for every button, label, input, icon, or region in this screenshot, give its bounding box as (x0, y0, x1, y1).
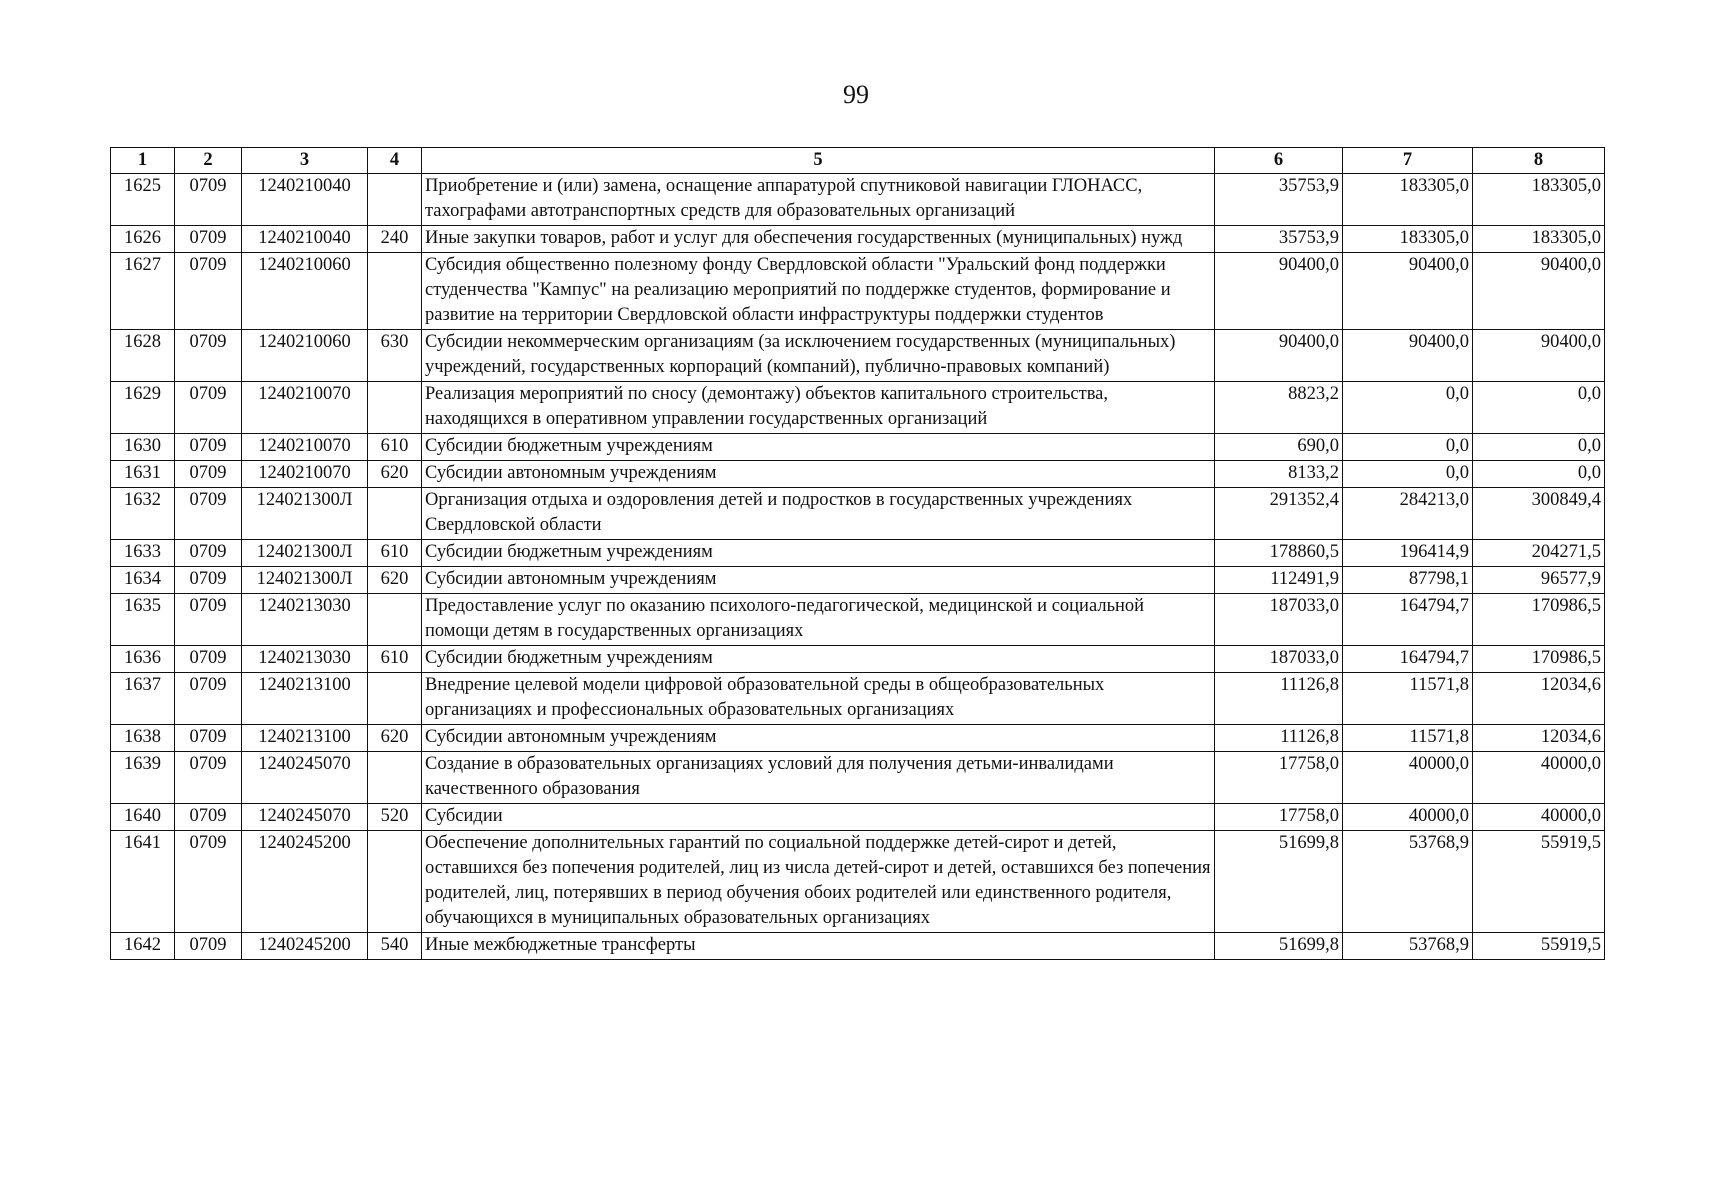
expense-type-cell (368, 253, 422, 330)
column-header: 2 (175, 148, 242, 174)
target-article-cell: 124021300Л (242, 567, 368, 594)
amount-col7-cell: 90400,0 (1343, 253, 1473, 330)
table-row (111, 174, 1605, 226)
row-number-cell: 1639 (111, 752, 175, 804)
target-article-cell: 1240210060 (242, 330, 368, 382)
expense-type-cell: 610 (368, 434, 422, 461)
amount-col8-cell: 90400,0 (1473, 330, 1605, 382)
table-row (111, 831, 1605, 933)
item-name-cell: Субсидии некоммерческим организациям (за исключением государственных (муниципальных) учреждений, государственных корпораций (компаний), публично-правовых компаний) (422, 330, 1215, 382)
section-code-cell: 0709 (175, 226, 242, 253)
amount-col6-cell: 17758,0 (1215, 804, 1343, 831)
expense-type-cell (368, 752, 422, 804)
amount-col6-cell: 90400,0 (1215, 330, 1343, 382)
row-number-cell: 1627 (111, 253, 175, 330)
section-code-cell: 0709 (175, 594, 242, 646)
amount-col7-cell: 0,0 (1343, 434, 1473, 461)
item-name-cell: Субсидия общественно полезному фонду Свердловской области "Уральский фонд поддержки студенчества "Кампус" на реализацию мероприятий по поддержке студентов, формирование и развитие на территории Свердловской области инфраструктуры поддержки студентов (422, 253, 1215, 330)
row-number-cell: 1634 (111, 567, 175, 594)
expense-type-cell (368, 488, 422, 540)
amount-col7-cell: 40000,0 (1343, 804, 1473, 831)
amount-col6-cell: 11126,8 (1215, 725, 1343, 752)
target-article-cell: 1240245200 (242, 831, 368, 933)
expense-type-cell: 610 (368, 646, 422, 673)
target-article-cell: 1240210070 (242, 382, 368, 434)
section-code-cell: 0709 (175, 725, 242, 752)
amount-col8-cell: 55919,5 (1473, 831, 1605, 933)
table-row (111, 226, 1605, 253)
amount-col8-cell: 0,0 (1473, 434, 1605, 461)
table-row (111, 540, 1605, 567)
section-code-cell: 0709 (175, 567, 242, 594)
row-number-cell: 1629 (111, 382, 175, 434)
column-header: 5 (422, 148, 1215, 174)
row-number-cell: 1626 (111, 226, 175, 253)
amount-col7-cell: 0,0 (1343, 382, 1473, 434)
amount-col6-cell: 187033,0 (1215, 646, 1343, 673)
row-number-cell: 1632 (111, 488, 175, 540)
amount-col6-cell: 35753,9 (1215, 226, 1343, 253)
expense-type-cell (368, 831, 422, 933)
amount-col8-cell: 0,0 (1473, 382, 1605, 434)
expense-type-cell: 620 (368, 461, 422, 488)
row-number-cell: 1642 (111, 933, 175, 960)
section-code-cell: 0709 (175, 488, 242, 540)
amount-col6-cell: 291352,4 (1215, 488, 1343, 540)
item-name-cell: Субсидии автономным учреждениям (422, 567, 1215, 594)
item-name-cell: Реализация мероприятий по сносу (демонтажу) объектов капитального строительства, находящихся в оперативном управлении государственных организаций (422, 382, 1215, 434)
amount-col6-cell: 8133,2 (1215, 461, 1343, 488)
table-row (111, 253, 1605, 330)
row-number-cell: 1628 (111, 330, 175, 382)
amount-col7-cell: 164794,7 (1343, 646, 1473, 673)
row-number-cell: 1638 (111, 725, 175, 752)
table-row (111, 488, 1605, 540)
row-number-cell: 1637 (111, 673, 175, 725)
target-article-cell: 1240213100 (242, 725, 368, 752)
amount-col7-cell: 183305,0 (1343, 226, 1473, 253)
row-number-cell: 1635 (111, 594, 175, 646)
amount-col8-cell: 183305,0 (1473, 174, 1605, 226)
column-header: 3 (242, 148, 368, 174)
section-code-cell: 0709 (175, 933, 242, 960)
amount-col7-cell: 11571,8 (1343, 725, 1473, 752)
amount-col8-cell: 96577,9 (1473, 567, 1605, 594)
table-row (111, 646, 1605, 673)
amount-col8-cell: 40000,0 (1473, 804, 1605, 831)
amount-col8-cell: 40000,0 (1473, 752, 1605, 804)
table-row (111, 330, 1605, 382)
section-code-cell: 0709 (175, 461, 242, 488)
amount-col8-cell: 300849,4 (1473, 488, 1605, 540)
amount-col8-cell: 12034,6 (1473, 673, 1605, 725)
item-name-cell: Приобретение и (или) замена, оснащение аппаратурой спутниковой навигации ГЛОНАСС, тахографами автотранспортных средств для образовательных организаций (422, 174, 1215, 226)
amount-col7-cell: 90400,0 (1343, 330, 1473, 382)
target-article-cell: 1240245070 (242, 804, 368, 831)
section-code-cell: 0709 (175, 673, 242, 725)
amount-col6-cell: 51699,8 (1215, 933, 1343, 960)
amount-col7-cell: 196414,9 (1343, 540, 1473, 567)
row-number-cell: 1625 (111, 174, 175, 226)
table-row (111, 567, 1605, 594)
amount-col6-cell: 90400,0 (1215, 253, 1343, 330)
amount-col8-cell: 12034,6 (1473, 725, 1605, 752)
item-name-cell: Предоставление услуг по оказанию психолого-педагогической, медицинской и социальной помощи детям в государственных организациях (422, 594, 1215, 646)
amount-col7-cell: 40000,0 (1343, 752, 1473, 804)
target-article-cell: 1240210040 (242, 226, 368, 253)
section-code-cell: 0709 (175, 382, 242, 434)
amount-col8-cell: 55919,5 (1473, 933, 1605, 960)
target-article-cell: 1240213030 (242, 594, 368, 646)
item-name-cell: Создание в образовательных организациях условий для получения детьми-инвалидами качественного образования (422, 752, 1215, 804)
page-number: 99 (843, 80, 869, 109)
expense-type-cell (368, 382, 422, 434)
item-name-cell: Внедрение целевой модели цифровой образовательной среды в общеобразовательных организациях и профессиональных образовательных организациях (422, 673, 1215, 725)
amount-col6-cell: 690,0 (1215, 434, 1343, 461)
column-header: 4 (368, 148, 422, 174)
amount-col6-cell: 11126,8 (1215, 673, 1343, 725)
amount-col6-cell: 178860,5 (1215, 540, 1343, 567)
expense-type-cell (368, 594, 422, 646)
amount-col7-cell: 53768,9 (1343, 831, 1473, 933)
item-name-cell: Иные закупки товаров, работ и услуг для обеспечения государственных (муниципальных) нужд (422, 226, 1215, 253)
target-article-cell: 124021300Л (242, 540, 368, 567)
item-name-cell: Субсидии бюджетным учреждениям (422, 434, 1215, 461)
item-name-cell: Субсидии автономным учреждениям (422, 461, 1215, 488)
amount-col8-cell: 204271,5 (1473, 540, 1605, 567)
section-code-cell: 0709 (175, 540, 242, 567)
target-article-cell: 1240245200 (242, 933, 368, 960)
item-name-cell: Обеспечение дополнительных гарантий по социальной поддержке детей-сирот и детей, оставшихся без попечения родителей, лиц из числа детей-сирот и детей, оставшихся без попечения родителей, лиц, потерявших в период обучения обоих родителей или единственного родителя, обучающихся в муниципальных образовательных организациях (422, 831, 1215, 933)
expense-type-cell: 630 (368, 330, 422, 382)
amount-col8-cell: 170986,5 (1473, 646, 1605, 673)
amount-col8-cell: 170986,5 (1473, 594, 1605, 646)
row-number-cell: 1633 (111, 540, 175, 567)
table-body (111, 174, 1605, 960)
row-number-cell: 1630 (111, 434, 175, 461)
amount-col7-cell: 0,0 (1343, 461, 1473, 488)
item-name-cell: Субсидии бюджетным учреждениям (422, 540, 1215, 567)
target-article-cell: 1240210060 (242, 253, 368, 330)
expense-type-cell: 610 (368, 540, 422, 567)
table-row (111, 673, 1605, 725)
amount-col6-cell: 8823,2 (1215, 382, 1343, 434)
section-code-cell: 0709 (175, 434, 242, 461)
item-name-cell: Субсидии автономным учреждениям (422, 725, 1215, 752)
section-code-cell: 0709 (175, 174, 242, 226)
section-code-cell: 0709 (175, 831, 242, 933)
column-header: 7 (1343, 148, 1473, 174)
column-header: 8 (1473, 148, 1605, 174)
amount-col6-cell: 112491,9 (1215, 567, 1343, 594)
amount-col6-cell: 17758,0 (1215, 752, 1343, 804)
amount-col6-cell: 51699,8 (1215, 831, 1343, 933)
item-name-cell: Субсидии бюджетным учреждениям (422, 646, 1215, 673)
budget-table (110, 147, 1605, 960)
table-row (111, 725, 1605, 752)
expense-type-cell: 520 (368, 804, 422, 831)
section-code-cell: 0709 (175, 253, 242, 330)
target-article-cell: 1240213030 (242, 646, 368, 673)
amount-col7-cell: 53768,9 (1343, 933, 1473, 960)
amount-col8-cell: 90400,0 (1473, 253, 1605, 330)
expense-type-cell (368, 673, 422, 725)
section-code-cell: 0709 (175, 330, 242, 382)
expense-type-cell: 540 (368, 933, 422, 960)
table-row (111, 594, 1605, 646)
item-name-cell: Субсидии (422, 804, 1215, 831)
amount-col8-cell: 183305,0 (1473, 226, 1605, 253)
row-number-cell: 1636 (111, 646, 175, 673)
column-header: 6 (1215, 148, 1343, 174)
table-row (111, 461, 1605, 488)
section-code-cell: 0709 (175, 646, 242, 673)
table-row (111, 434, 1605, 461)
item-name-cell: Иные межбюджетные трансферты (422, 933, 1215, 960)
row-number-cell: 1631 (111, 461, 175, 488)
row-number-cell: 1641 (111, 831, 175, 933)
target-article-cell: 1240210070 (242, 461, 368, 488)
table-row (111, 933, 1605, 960)
item-name-cell: Организация отдыха и оздоровления детей и подростков в государственных учреждениях Свердловской области (422, 488, 1215, 540)
amount-col8-cell: 0,0 (1473, 461, 1605, 488)
amount-col7-cell: 11571,8 (1343, 673, 1473, 725)
amount-col7-cell: 284213,0 (1343, 488, 1473, 540)
target-article-cell: 124021300Л (242, 488, 368, 540)
amount-col6-cell: 35753,9 (1215, 174, 1343, 226)
column-header: 1 (111, 148, 175, 174)
expense-type-cell: 620 (368, 725, 422, 752)
target-article-cell: 1240210070 (242, 434, 368, 461)
section-code-cell: 0709 (175, 804, 242, 831)
amount-col6-cell: 187033,0 (1215, 594, 1343, 646)
expense-type-cell: 240 (368, 226, 422, 253)
table-row (111, 804, 1605, 831)
table-row (111, 382, 1605, 434)
table-row (111, 752, 1605, 804)
amount-col7-cell: 164794,7 (1343, 594, 1473, 646)
target-article-cell: 1240213100 (242, 673, 368, 725)
row-number-cell: 1640 (111, 804, 175, 831)
expense-type-cell (368, 174, 422, 226)
amount-col7-cell: 183305,0 (1343, 174, 1473, 226)
target-article-cell: 1240210040 (242, 174, 368, 226)
section-code-cell: 0709 (175, 752, 242, 804)
expense-type-cell: 620 (368, 567, 422, 594)
table-header-row (111, 148, 1605, 174)
target-article-cell: 1240245070 (242, 752, 368, 804)
amount-col7-cell: 87798,1 (1343, 567, 1473, 594)
